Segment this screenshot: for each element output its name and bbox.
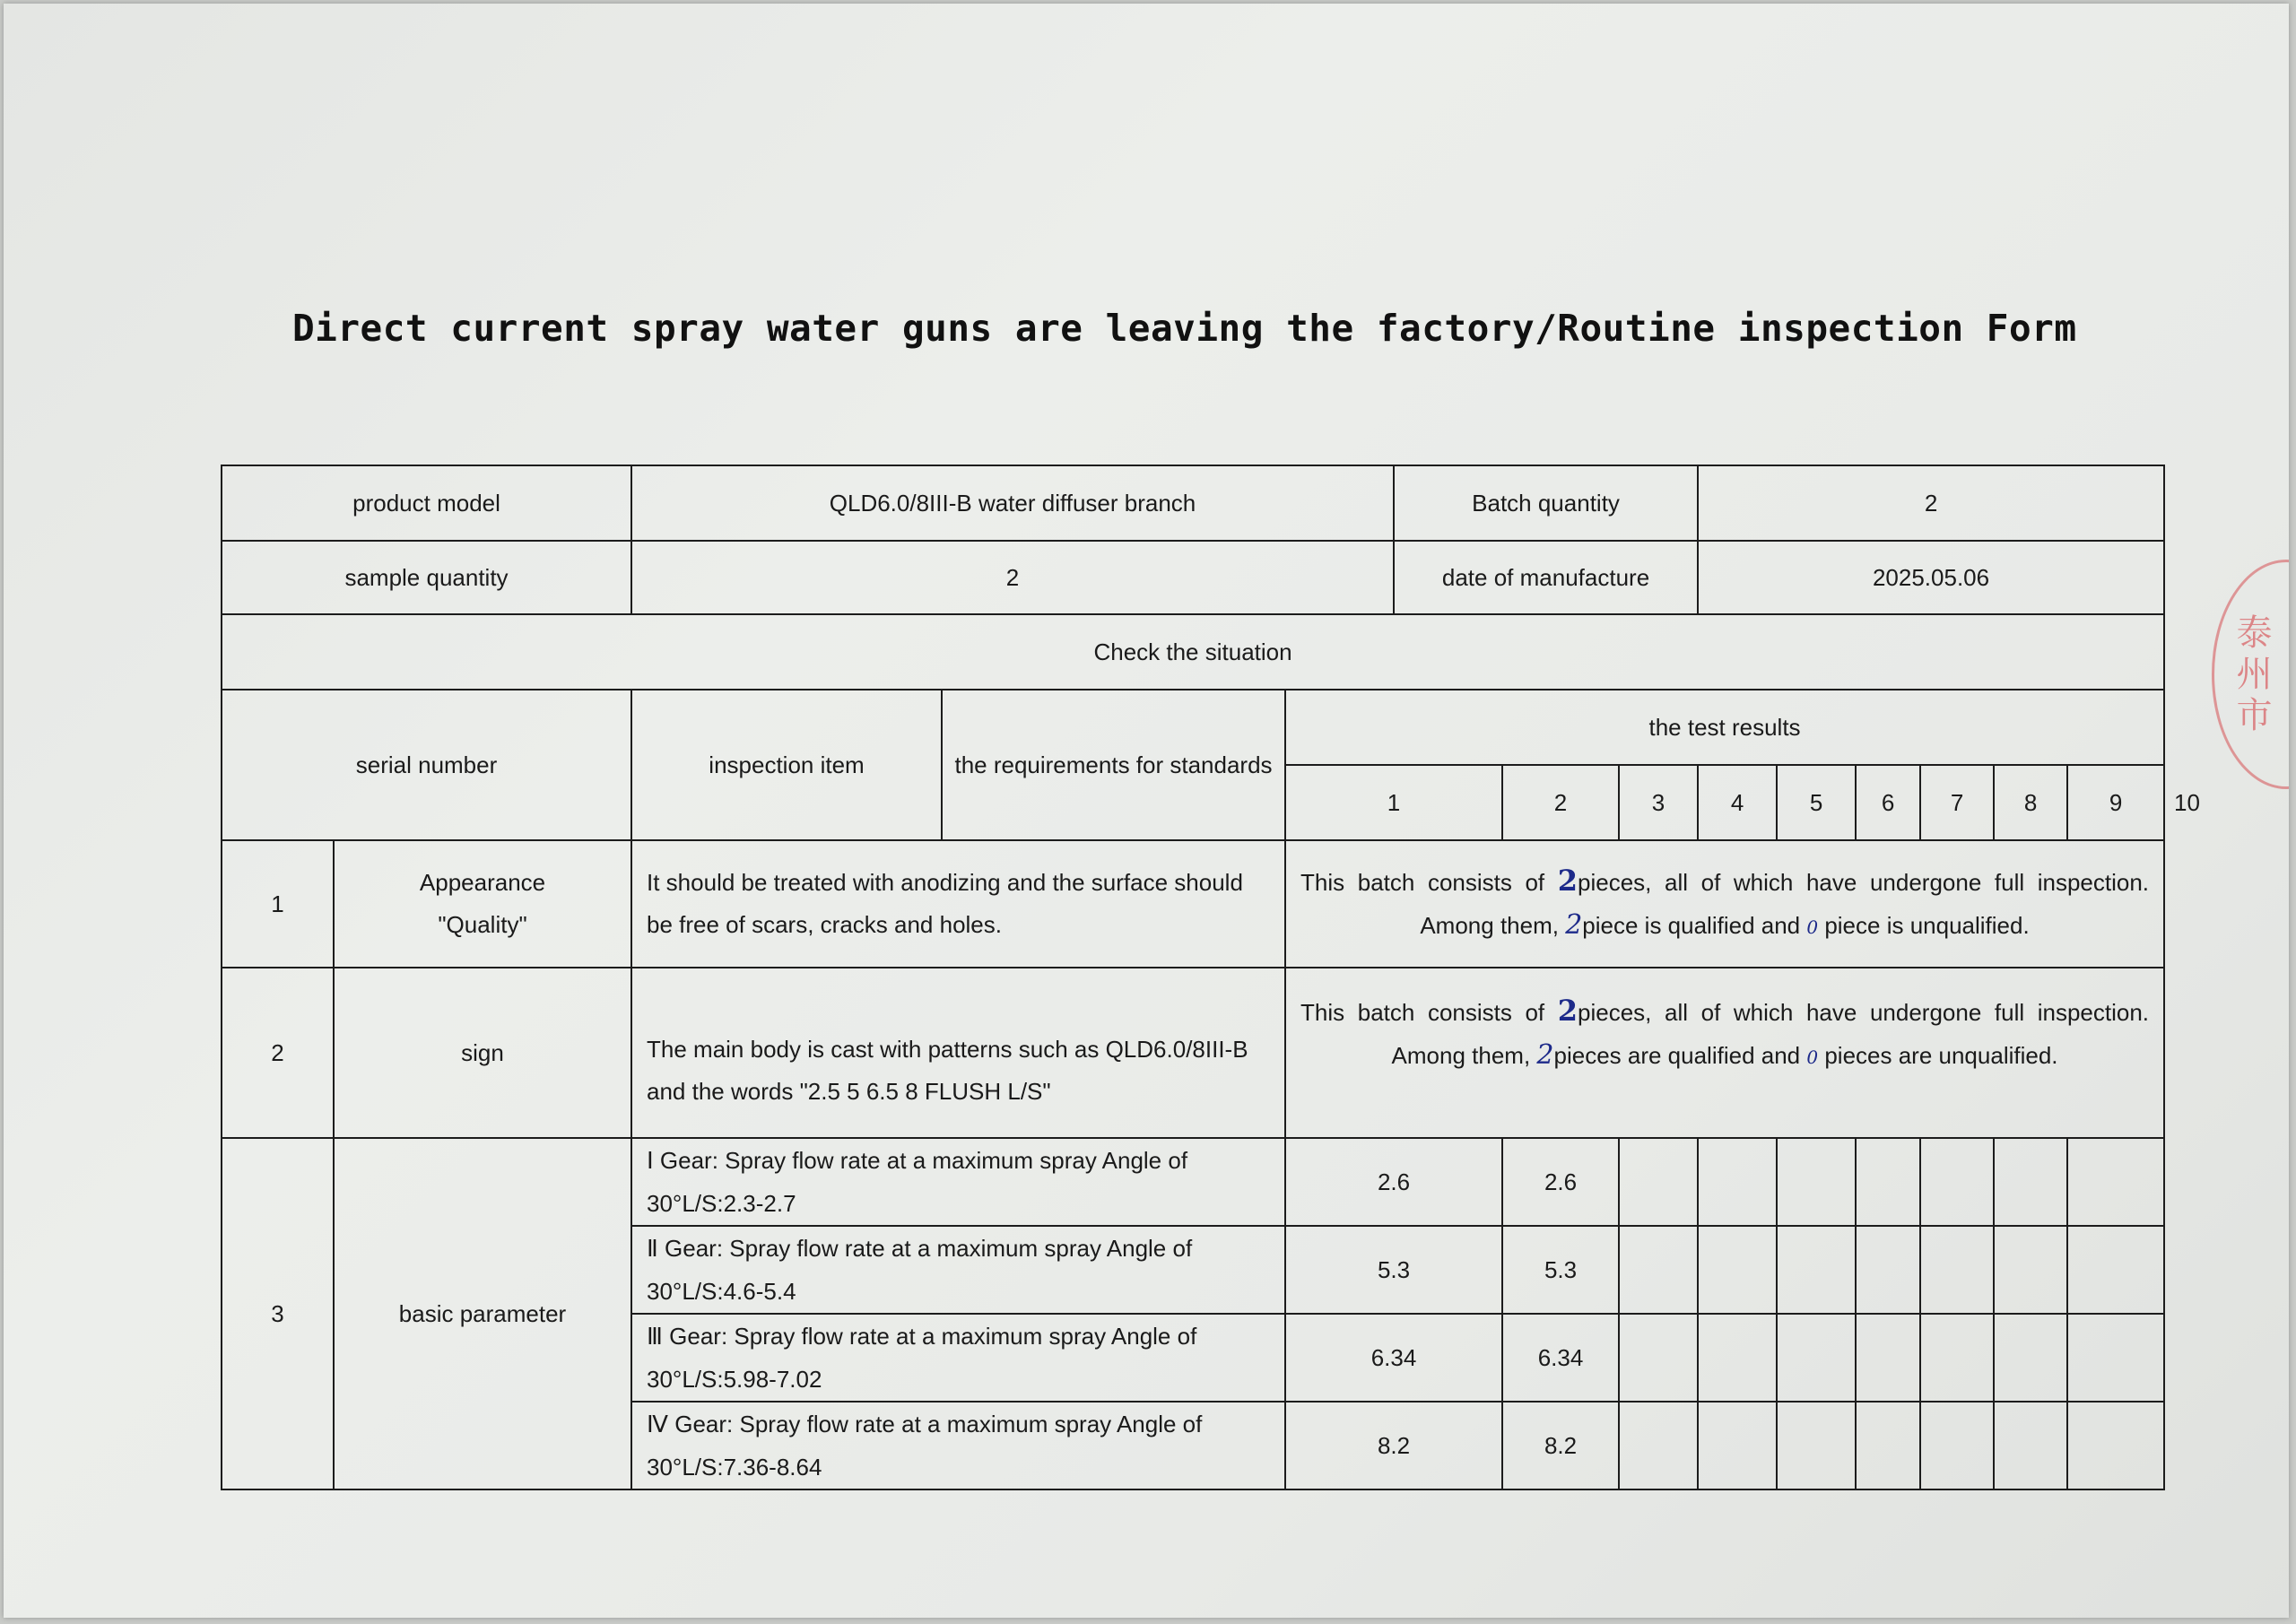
serial-number-header: serial number: [222, 690, 631, 840]
gear-value-cell: 2.6: [1285, 1138, 1502, 1226]
date-value: 2025.05.06: [1698, 541, 2164, 614]
empty-cell: [1619, 1138, 1698, 1226]
sample-number: 2: [1502, 765, 1619, 840]
product-model-label: product model: [222, 465, 631, 541]
handwritten-qualified-count: 2: [1565, 908, 1583, 941]
gear-value-cell: 5.3: [1502, 1226, 1619, 1314]
check-situation-heading: Check the situation: [222, 614, 2164, 690]
result-cell: This batch consists of 2pieces, all of which have undergone full inspection. Among them, 2pieces are qualified and 0 pieces are unqualified.: [1285, 968, 2164, 1138]
sample-number: 5: [1777, 765, 1856, 840]
test-results-header: the test results: [1285, 690, 2164, 765]
seal-text: 泰州市: [2231, 613, 2272, 737]
requirement-cell: The main body is cast with patterns such as QLD6.0/8III-B and the words "2.5 5 6.5 8 FLUSH L/S": [631, 968, 1285, 1138]
gear-value-cell: 5.3: [1285, 1226, 1502, 1314]
sample-number: 1: [1285, 765, 1502, 840]
empty-cell: [1698, 1314, 1777, 1402]
empty-cell: [1920, 1226, 1994, 1314]
requirement-cell: It should be treated with anodizing and the surface should be free of scars, cracks and holes.: [631, 840, 1285, 968]
serial-cell: 3: [222, 1138, 334, 1489]
sample-number: 3: [1619, 765, 1698, 840]
empty-cell: [1920, 1314, 1994, 1402]
empty-cell: [1777, 1402, 1856, 1489]
empty-cell: [1698, 1138, 1777, 1226]
empty-cell: [1777, 1226, 1856, 1314]
empty-cell: [1856, 1402, 1920, 1489]
gear-requirement-cell: Ⅲ Gear: Spray flow rate at a maximum spray Angle of 30°L/S:5.98-7.02: [631, 1314, 1285, 1402]
inspection-item-cell: Appearance "Quality": [334, 840, 631, 968]
gear-value-cell: 8.2: [1502, 1402, 1619, 1489]
sample-number: 4: [1698, 765, 1777, 840]
batch-quantity-label: Batch quantity: [1394, 465, 1698, 541]
handwritten-qualified-count: 2: [1536, 1039, 1554, 1071]
inspection-item-cell: basic parameter: [334, 1138, 631, 1489]
empty-cell: [2067, 1138, 2164, 1226]
row-appearance: [222, 840, 2164, 968]
empty-cell: [1856, 1314, 1920, 1402]
inspection-item-cell: sign: [334, 968, 631, 1138]
empty-cell: [1856, 1226, 1920, 1314]
gear-requirement-cell: Ⅰ Gear: Spray flow rate at a maximum spray Angle of 30°L/S:2.3-2.7: [631, 1138, 1285, 1226]
empty-cell: [1619, 1402, 1698, 1489]
gear-value-cell: 6.34: [1285, 1314, 1502, 1402]
form-title: Direct current spray water guns are leaving the factory/Routine inspection Form: [292, 307, 2077, 350]
empty-cell: [1920, 1402, 1994, 1489]
product-model-value: QLD6.0/8III-B water diffuser branch: [631, 465, 1394, 541]
empty-cell: [1994, 1138, 2067, 1226]
empty-cell: [1698, 1226, 1777, 1314]
empty-cell: [1856, 1138, 1920, 1226]
date-label: date of manufacture: [1394, 541, 1698, 614]
gear-requirement-cell: Ⅱ Gear: Spray flow rate at a maximum spray Angle of 30°L/S:4.6-5.4: [631, 1226, 1285, 1314]
inspection-table: [221, 465, 2200, 1490]
batch-quantity-value: 2: [1698, 465, 2164, 541]
sample-quantity-value: 2: [631, 541, 1394, 614]
empty-cell: [2067, 1402, 2164, 1489]
row-sample-quantity: [222, 541, 2164, 614]
gear-requirement-cell: Ⅳ Gear: Spray flow rate at a maximum spray Angle of 30°L/S:7.36-8.64: [631, 1402, 1285, 1489]
handwritten-batch-count: 2: [1557, 863, 1578, 898]
sample-quantity-label: sample quantity: [222, 541, 631, 614]
result-cell: This batch consists of 2pieces, all of which have undergone full inspection. Among them, 2piece is qualified and 0 piece is unqualified.: [1285, 840, 2164, 968]
row-column-headers: [222, 690, 2164, 765]
row-sign: [222, 968, 2164, 1138]
empty-cell: [2067, 1226, 2164, 1314]
requirements-header: the requirements for standards: [942, 690, 1285, 840]
row-check-situation: [222, 614, 2164, 690]
serial-cell: 1: [222, 840, 334, 968]
document-page: [4, 4, 2289, 1618]
sample-number: 7: [1920, 765, 1994, 840]
empty-cell: [1994, 1226, 2067, 1314]
empty-cell: [1777, 1138, 1856, 1226]
sample-number: 9: [2067, 765, 2164, 840]
row-sample-numbers: 1 2 3 4 5 6 7 8 9 10: [222, 765, 2164, 840]
sample-number: 8: [1994, 765, 2067, 840]
empty-cell: [1619, 1226, 1698, 1314]
empty-cell: [2067, 1314, 2164, 1402]
empty-cell: [1920, 1138, 1994, 1226]
row-gear-1: [222, 1138, 2164, 1226]
empty-cell: [1994, 1402, 2067, 1489]
sample-number: 6: [1856, 765, 1920, 840]
gear-value-cell: 8.2: [1285, 1402, 1502, 1489]
empty-cell: [1777, 1314, 1856, 1402]
empty-cell: [1698, 1402, 1777, 1489]
handwritten-batch-count: 2: [1557, 994, 1578, 1028]
empty-cell: [1994, 1314, 2067, 1402]
serial-cell: 2: [222, 968, 334, 1138]
inspection-item-header: inspection item: [631, 690, 942, 840]
gear-value-cell: 6.34: [1502, 1314, 1619, 1402]
handwritten-unqualified-count: 0: [1806, 1046, 1819, 1068]
empty-cell: [1619, 1314, 1698, 1402]
gear-value-cell: 2.6: [1502, 1138, 1619, 1226]
row-product-model: [222, 465, 2164, 541]
handwritten-unqualified-count: 0: [1806, 916, 1819, 938]
